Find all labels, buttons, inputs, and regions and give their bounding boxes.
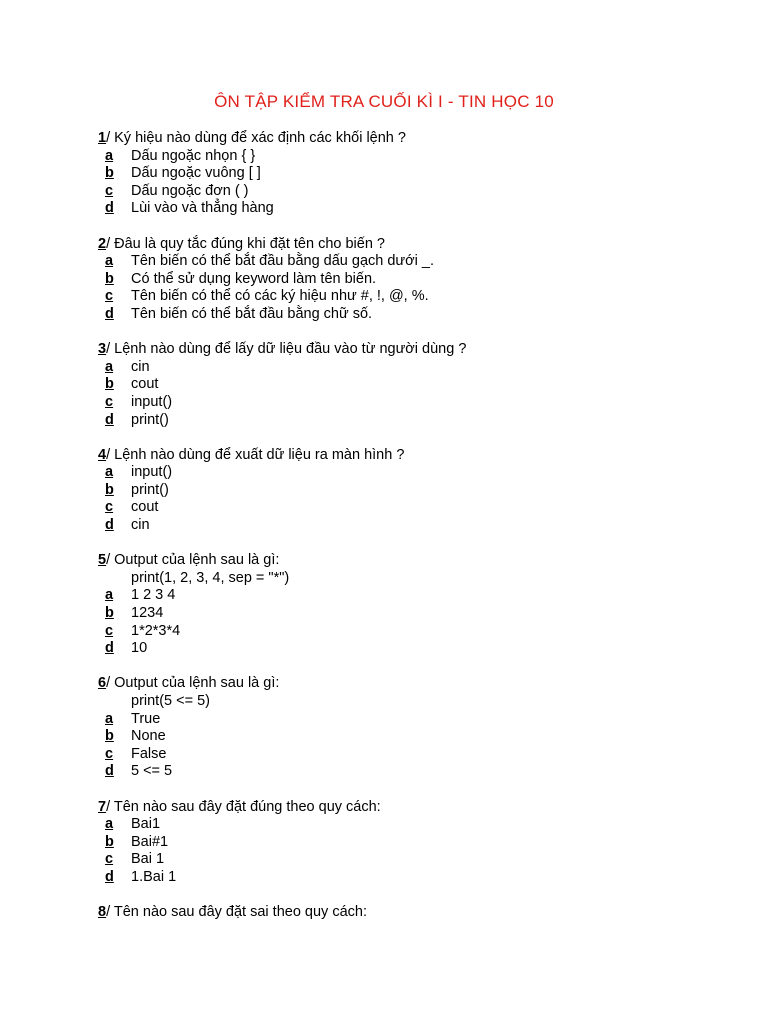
answer-option-a — [98, 359, 718, 377]
option-text: 1.Bai 1 — [131, 868, 177, 885]
answer-option-d — [98, 869, 718, 887]
answer-option-c — [98, 288, 718, 306]
question-number: 1 — [98, 130, 107, 146]
option-letter: c — [105, 288, 114, 305]
option-text: cout — [131, 376, 159, 393]
option-text: Lùi vào và thẳng hàng — [131, 200, 274, 217]
option-letter: a — [105, 147, 114, 164]
question-5 — [98, 552, 718, 658]
answer-option-b — [98, 165, 718, 183]
question-8 — [98, 904, 718, 922]
option-text: cout — [131, 499, 159, 516]
option-text: Bai1 — [131, 816, 161, 833]
option-text: Tên biến có thể bắt đầu bằng chữ số. — [131, 305, 373, 322]
option-text: input() — [131, 393, 173, 410]
question-text — [98, 799, 718, 817]
question-text — [98, 675, 718, 693]
answer-option-d — [98, 763, 718, 781]
question-number: 3 — [98, 341, 107, 358]
option-letter: b — [105, 833, 114, 850]
answer-option-b — [98, 728, 718, 746]
question-7 — [98, 799, 718, 887]
option-letter: d — [105, 763, 114, 780]
option-text: Bai 1 — [131, 851, 165, 868]
question-prompt: Ký hiệu nào dùng để xác định các khối lệnh ? — [114, 130, 406, 146]
option-letter: a — [105, 253, 114, 270]
option-text: cin — [131, 358, 150, 375]
option-text: cin — [131, 517, 150, 534]
question-separator: / — [106, 552, 115, 569]
option-letter: b — [105, 605, 114, 622]
question-text — [98, 130, 718, 148]
code-snippet: print(5 <= 5) — [131, 693, 210, 709]
question-prompt: Output của lệnh sau là gì: — [114, 675, 280, 692]
answer-option-d — [98, 412, 718, 430]
option-text: 10 — [131, 640, 148, 657]
question-separator: / — [106, 798, 114, 815]
question-prompt: Lệnh nào dùng để lấy dữ liệu đầu vào từ người dùng ? — [114, 341, 467, 358]
answer-option-a — [98, 711, 718, 729]
answer-option-b — [98, 482, 718, 500]
quiz-list — [98, 130, 718, 939]
option-text: Có thể sử dụng keyword làm tên biến. — [131, 270, 377, 287]
question-separator: / — [106, 341, 115, 358]
answer-option-c — [98, 851, 718, 869]
option-letter: a — [105, 358, 114, 375]
answer-option-d — [98, 517, 718, 535]
option-letter: c — [105, 182, 114, 199]
option-text: 1*2*3*4 — [131, 622, 181, 639]
question-3 — [98, 341, 718, 429]
answer-option-c — [98, 746, 718, 764]
question-text — [98, 236, 718, 254]
question-separator: / — [106, 235, 115, 252]
question-text — [98, 341, 718, 359]
question-number: 2 — [98, 235, 107, 252]
answer-option-c — [98, 394, 718, 412]
question-number: 8 — [98, 904, 107, 921]
answer-option-b — [98, 834, 718, 852]
option-letter: a — [105, 816, 114, 833]
option-letter: c — [105, 851, 114, 868]
answer-option-c — [98, 499, 718, 517]
answer-option-d — [98, 306, 718, 324]
answer-option-d — [98, 200, 718, 218]
answer-option-a — [98, 148, 718, 166]
option-letter: d — [105, 411, 114, 428]
option-text: Bai#1 — [131, 833, 169, 850]
option-text: True — [131, 710, 161, 727]
option-text: Dấu ngoặc nhọn { } — [131, 147, 256, 164]
option-letter: d — [105, 640, 114, 657]
answer-option-c — [98, 623, 718, 641]
question-prompt: Đâu là quy tắc đúng khi đặt tên cho biến ? — [114, 235, 385, 252]
option-text: False — [131, 745, 167, 762]
option-text: 1 2 3 4 — [131, 587, 176, 604]
option-text: None — [131, 728, 166, 745]
answer-option-d — [98, 640, 718, 658]
option-text: Dấu ngoặc đơn ( ) — [131, 182, 249, 199]
option-letter: c — [105, 622, 114, 639]
option-letter: c — [105, 393, 114, 410]
answer-option-b — [98, 605, 718, 623]
option-text: Dấu ngoặc vuông [ ] — [131, 165, 261, 182]
option-letter: b — [105, 165, 114, 182]
option-text: 1234 — [131, 605, 164, 622]
option-text: input() — [131, 464, 173, 481]
option-letter: a — [105, 587, 114, 604]
question-number: 6 — [98, 675, 107, 692]
option-letter: b — [105, 270, 114, 287]
question-prompt: Tên nào sau đây đặt sai theo quy cách: — [113, 904, 367, 921]
question-number: 5 — [98, 552, 107, 569]
option-letter: d — [105, 517, 114, 534]
question-4 — [98, 447, 718, 535]
question-separator: / — [106, 130, 115, 146]
question-prompt: Output của lệnh sau là gì: — [114, 552, 280, 569]
option-text: Tên biến có thể bắt đầu bằng dấu gạch dưới _. — [131, 253, 434, 270]
question-prompt: Lệnh nào dùng để xuất dữ liệu ra màn hình ? — [114, 446, 405, 463]
option-letter: a — [105, 710, 114, 727]
option-letter: a — [105, 464, 114, 481]
answer-option-b — [98, 376, 718, 394]
answer-option-a — [98, 587, 718, 605]
question-text — [98, 552, 718, 570]
option-text: 5 <= 5 — [131, 763, 173, 780]
question-prompt: Tên nào sau đây đặt đúng theo quy cách: — [113, 798, 381, 815]
question-2 — [98, 236, 718, 324]
question-separator: / — [106, 446, 115, 463]
option-letter: c — [105, 745, 114, 762]
option-letter: b — [105, 728, 114, 745]
option-text: print() — [131, 481, 169, 498]
option-letter: d — [105, 868, 114, 885]
option-letter: b — [105, 481, 114, 498]
question-6 — [98, 675, 718, 781]
question-number: 7 — [98, 798, 107, 815]
option-text: print() — [131, 411, 169, 428]
question-text — [98, 904, 718, 922]
code-snippet: print(1, 2, 3, 4, sep = "*") — [131, 569, 290, 586]
answer-option-a — [98, 253, 718, 271]
option-letter: b — [105, 376, 114, 393]
question-separator: / — [106, 904, 114, 921]
question-text — [98, 447, 718, 465]
option-letter: d — [105, 305, 114, 322]
question-number: 4 — [98, 446, 107, 463]
page-title: ÔN TẬP KIỂM TRA CUỐI KÌ I - TIN HỌC 10 — [214, 92, 554, 111]
answer-option-c — [98, 183, 718, 201]
option-letter: d — [105, 200, 114, 217]
answer-option-a — [98, 464, 718, 482]
answer-option-b — [98, 271, 718, 289]
answer-option-a — [98, 816, 718, 834]
question-1 — [98, 130, 718, 218]
option-text: Tên biến có thể có các ký hiệu như #, !, @, %. — [131, 288, 429, 305]
question-separator: / — [106, 675, 115, 692]
option-letter: c — [105, 499, 114, 516]
